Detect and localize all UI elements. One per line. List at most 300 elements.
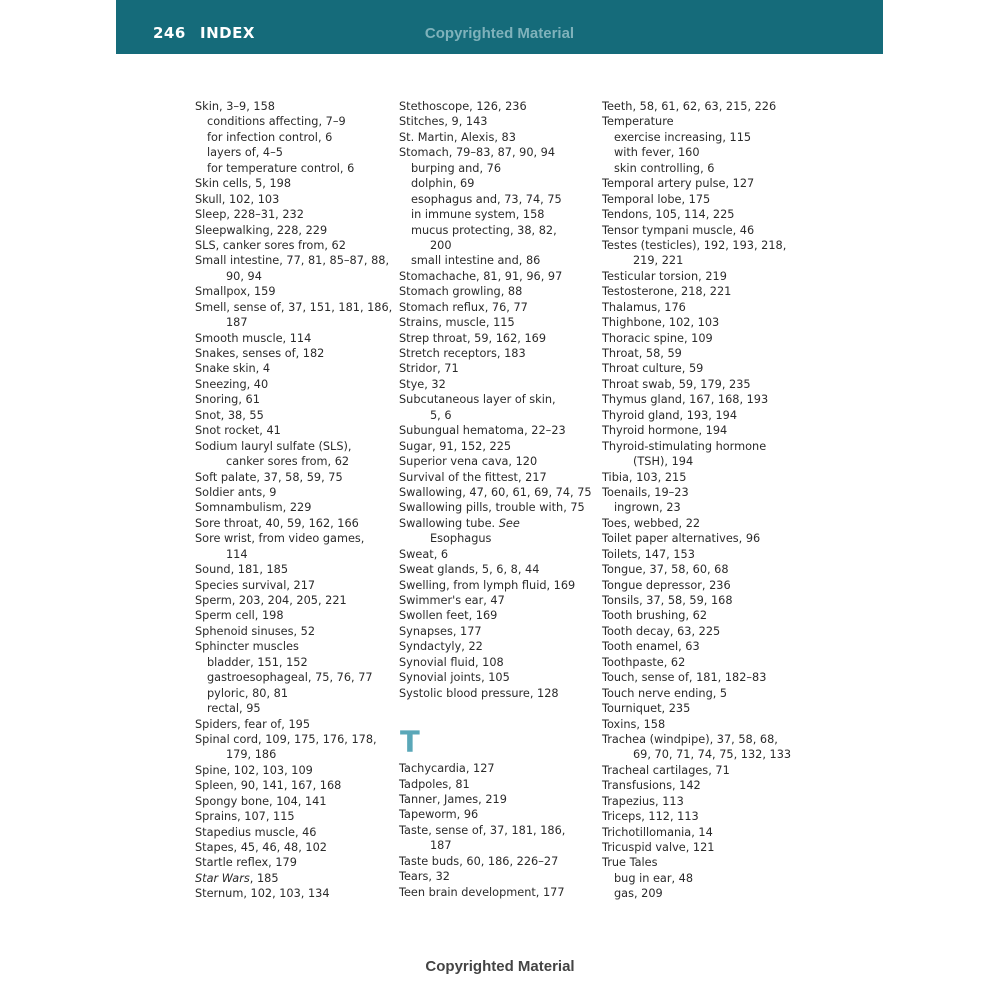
index-entry [195,223,380,238]
index-entry-continuation [602,454,802,469]
entry-text: Temporal lobe, 175 [602,192,711,206]
index-entry [602,392,802,407]
entry-text: Synovial fluid, 108 [399,655,504,669]
index-entry [195,346,380,361]
entry-text: esophagus and, 73, 74, 75 [411,192,562,206]
entry-text: Stomachache, 81, 91, 96, 97 [399,269,563,283]
entry-text: Tricuspid valve, 121 [602,841,715,854]
entry-text: Sleep, 228–31, 232 [195,208,304,222]
entry-text: Trichotillomania, 14 [602,825,713,839]
index-entry [195,485,380,500]
entry-text: bladder, 151, 152 [207,655,308,669]
entry-text: Throat swab, 59, 179, 235 [602,377,751,391]
index-entry [602,238,802,253]
index-entry [602,809,802,824]
index-entry [195,732,380,747]
entry-text: Smooth muscle, 114 [195,331,312,345]
entry-text: 187 [430,839,452,853]
index-subentry [399,253,589,268]
entry-text: Tanner, James, 219 [399,792,507,806]
index-entry [399,761,589,776]
index-entry [602,114,802,129]
entry-text: Sore throat, 40, 59, 162, 166 [195,516,359,530]
entry-text: Throat culture, 59 [602,362,704,376]
index-entry [195,871,380,886]
entry-text: Tongue, 37, 58, 60, 68 [602,563,729,577]
index-entry [195,624,380,639]
entry-text: 219, 221 [633,254,684,268]
entry-text: Species survival, 217 [195,578,316,592]
entry-text: Tonsils, 37, 58, 59, 168 [602,594,733,607]
index-entry [602,223,802,238]
entry-text: Tibia, 103, 215 [602,470,687,484]
entry-text: Smell, sense of, 37, 151, 181, 186, [195,300,393,314]
index-entry [399,346,589,361]
index-subentry [602,161,802,176]
index-entry [195,763,380,778]
index-entry [399,114,589,129]
entry-text-rest: , 185 [249,871,279,885]
entry-text: dolphin, 69 [411,177,475,191]
index-entry [602,284,802,299]
page-header [116,0,883,54]
entry-text: Sweat, 6 [399,547,449,561]
entry-text: Swollen feet, 169 [399,609,498,623]
entry-text: Transfusions, 142 [602,779,701,793]
index-entry [399,454,589,469]
index-entry [399,686,589,701]
entry-text: Stapedius muscle, 46 [195,825,317,839]
index-entry [602,531,802,546]
index-entry [399,655,589,670]
index-subentry [195,114,380,129]
index-entry [195,778,380,793]
entry-text: (TSH), 194 [633,455,694,469]
entry-text: Sneezing, 40 [195,377,269,391]
index-entry [195,855,380,870]
index-entry [602,701,802,716]
entry-text: Stomach, 79–83, 87, 90, 94 [399,146,556,160]
entry-text: Tapeworm, 96 [399,808,479,822]
index-entry-continuation [399,238,589,253]
index-entry [399,578,589,593]
entry-text: Thyroid-stimulating hormone [602,439,767,453]
entry-text: Smallpox, 159 [195,285,276,299]
copyright-watermark-bottom: Copyrighted Material [425,958,575,975]
index-entry [602,346,802,361]
entry-text: Stitches, 9, 143 [399,115,488,129]
entry-text: Sore wrist, from video games, [195,532,365,546]
section-letter-t: T [400,725,420,760]
entry-text: Sprains, 107, 115 [195,810,295,824]
index-subentry [195,161,380,176]
entry-text: Syndactyly, 22 [399,640,483,654]
index-entry [399,562,589,577]
index-subentry [195,145,380,160]
entry-text: Stomach reflux, 76, 77 [399,300,528,314]
index-entry [602,686,802,701]
index-entry [195,423,380,438]
index-entry [399,500,589,515]
index-entry [602,315,802,330]
index-entry-continuation [195,747,380,762]
index-entry [602,485,802,500]
entry-text: Swallowing tube. [399,516,499,530]
index-entry [399,777,589,792]
index-entry [602,423,802,438]
entry-text: Sweat glands, 5, 6, 8, 44 [399,563,540,577]
entry-text: Star Wars [195,871,250,885]
index-entry [602,562,802,577]
index-entry [399,315,589,330]
entry-text: St. Martin, Alexis, 83 [399,130,516,144]
index-entry [195,331,380,346]
index-subentry [602,145,802,160]
index-entry [602,547,802,562]
entry-text: Testosterone, 218, 221 [602,285,732,299]
entry-text: Touch nerve ending, 5 [602,686,728,700]
index-entry [195,794,380,809]
entry-text: Swelling, from lymph fluid, 169 [399,578,576,592]
index-entry [602,717,802,732]
index-subentry [602,871,802,886]
entry-text: gas, 209 [614,887,663,901]
entry-text: Sleepwalking, 228, 229 [195,223,328,237]
index-subentry [195,670,380,685]
index-entry [399,854,589,869]
entry-text: Swimmer's ear, 47 [399,594,505,607]
entry-text: Tachycardia, 127 [399,762,495,776]
index-entry [399,670,589,685]
index-entry [602,608,802,623]
entry-text: canker sores from, 62 [226,455,350,469]
index-entry [399,361,589,376]
index-entry [399,439,589,454]
entry-text: Small intestine, 77, 81, 85–87, 88, [195,254,390,268]
entry-text: 187 [226,316,248,330]
entry-text: Snot rocket, 41 [195,424,281,438]
index-entry [195,825,380,840]
index-column-2 [399,99,592,900]
entry-text: 90, 94 [226,269,262,283]
index-entry [195,408,380,423]
index-entry [602,192,802,207]
entry-text: gastroesophageal, 75, 76, 77 [207,671,373,685]
index-entry [602,377,802,392]
index-entry [195,300,393,315]
index-entry-continuation [195,269,380,284]
entry-text: Triceps, 112, 113 [602,810,699,824]
entry-text: rectal, 95 [207,702,261,716]
index-entry [602,408,802,423]
entry-text: Strep throat, 59, 162, 169 [399,331,547,345]
entry-text: in immune system, 158 [411,208,545,222]
entry-text: Sound, 181, 185 [195,563,289,577]
index-entry [195,192,380,207]
index-entry-continuation [399,838,589,853]
entry-text: Stretch receptors, 183 [399,347,526,360]
entry-text: Teen brain development, 177 [399,885,565,899]
entry-text: Spleen, 90, 141, 167, 168 [195,779,342,793]
entry-text: Soldier ants, 9 [195,485,277,499]
entry-text: Toxins, 158 [602,717,666,731]
index-entry [195,516,380,531]
index-entry [602,778,802,793]
index-subentry [195,701,380,716]
entry-text: Skull, 102, 103 [195,192,280,206]
entry-text: Thalamus, 176 [602,300,686,314]
index-entry [399,99,589,114]
entry-text: Sperm, 203, 204, 205, 221 [195,594,347,607]
entry-text: SLS, canker sores from, 62 [195,238,346,252]
entry-text: ingrown, 23 [614,501,681,515]
index-subentry [399,223,589,238]
index-entry [602,639,802,654]
index-entry-continuation [602,747,802,762]
index-entry [195,886,380,901]
entry-text: Temporal artery pulse, 127 [602,177,755,191]
entry-text: Thymus gland, 167, 168, 193 [602,393,769,407]
index-subentry [399,207,589,222]
entry-text: Sternum, 102, 103, 134 [195,887,330,901]
entry-text: Testicular torsion, 219 [602,269,727,283]
index-entry [195,253,390,268]
entry-text: Spiders, fear of, 195 [195,717,311,731]
entry-text: Toes, webbed, 22 [602,516,701,530]
entry-text: skin controlling, 6 [614,161,715,175]
index-subentry [602,130,802,145]
entry-text: Touch, sense of, 181, 182–83 [602,671,767,685]
index-column-1 [195,99,393,902]
index-entry [399,885,589,900]
index-entry [602,269,802,284]
index-entry [399,284,589,299]
entry-text: Esophagus [430,532,492,546]
entry-text: Snot, 38, 55 [195,408,264,422]
entry-text: Tooth enamel, 63 [602,640,700,654]
index-entry [602,794,802,809]
entry-text: Skin, 3–9, 158 [195,100,275,113]
index-entry [399,269,589,284]
index-entry [602,840,802,855]
entry-text: 179, 186 [226,748,277,762]
entry-text: Soft palate, 37, 58, 59, 75 [195,470,343,484]
index-entry [399,392,589,407]
entry-text: Temperature [602,115,674,129]
entry-text: Tears, 32 [399,870,450,884]
index-subentry [399,176,589,191]
index-entry [399,470,589,485]
entry-text: Stye, 32 [399,377,446,391]
index-entry-continuation [399,408,589,423]
index-entry [195,500,380,515]
entry-text: Stapes, 45, 46, 48, 102 [195,841,327,854]
entry-text: Tendons, 105, 114, 225 [602,208,735,222]
index-entry [602,655,802,670]
index-entry [195,809,380,824]
entry-text: Tourniquet, 235 [602,702,691,716]
index-entry-continuation [399,531,589,546]
index-entry [602,470,802,485]
index-entry [602,207,802,222]
entry-text: Tooth brushing, 62 [602,609,708,623]
index-entry [399,593,589,608]
entry-text: Sodium lauryl sulfate (SLS), [195,439,352,453]
index-entry [195,840,380,855]
entry-text: exercise increasing, 115 [614,130,752,144]
entry-text: Throat, 58, 59 [602,347,682,360]
index-entry [399,807,589,822]
index-entry [195,717,380,732]
index-entry [195,284,380,299]
entry-text: Sugar, 91, 152, 225 [399,439,512,453]
index-subentry [195,686,380,701]
index-entry [602,578,802,593]
entry-text: Snakes, senses of, 182 [195,347,325,360]
entry-text: Sperm cell, 198 [195,609,284,623]
index-entry [602,732,802,747]
entry-text: Spinal cord, 109, 175, 176, 178, [195,732,377,746]
index-subentry [195,130,380,145]
entry-text: Sphincter muscles [195,640,299,654]
index-entry [399,145,589,160]
entry-text: small intestine and, 86 [411,254,541,268]
entry-text: Synovial joints, 105 [399,671,510,685]
entry-text: Thoracic spine, 109 [602,331,713,345]
entry-text: Teeth, 58, 61, 62, 63, 215, 226 [602,100,777,113]
entry-text: Survival of the fittest, 217 [399,470,547,484]
index-entry [602,99,802,114]
index-subentry [602,886,802,901]
entry-text: conditions affecting, 7–9 [207,115,346,129]
section-title: INDEX [200,24,255,42]
index-entry [195,562,380,577]
index-subentry [399,192,589,207]
index-entry [399,377,589,392]
index-entry [195,392,380,407]
entry-text: Taste, sense of, 37, 181, 186, [399,823,566,837]
entry-text: Sphenoid sinuses, 52 [195,624,316,638]
index-entry [195,377,380,392]
entry-text: Toilets, 147, 153 [602,547,695,561]
index-subentry [399,161,589,176]
entry-text: Swallowing pills, trouble with, 75 [399,501,585,515]
index-entry [602,439,802,454]
entry-text: Trapezius, 113 [602,794,684,808]
index-entry [602,176,802,191]
index-entry [399,300,589,315]
index-entry [602,331,802,346]
entry-text: Skin cells, 5, 198 [195,177,292,191]
index-entry [195,99,380,114]
index-entry [195,639,380,654]
index-entry [602,516,802,531]
index-entry [602,624,802,639]
index-entry [195,361,380,376]
index-entry [195,470,380,485]
entry-text: Tensor tympani muscle, 46 [602,223,755,237]
index-entry [399,624,589,639]
entry-text: Systolic blood pressure, 128 [399,686,559,700]
entry-text: Toenails, 19–23 [602,485,689,499]
entry-text: True Tales [602,856,658,870]
index-entry [602,670,802,685]
entry-text: burping and, 76 [411,161,502,175]
index-subentry [602,500,802,515]
entry-text: Tooth decay, 63, 225 [602,624,721,638]
index-entry [602,300,802,315]
index-entry [195,531,380,546]
index-entry [602,593,802,608]
index-entry [399,331,589,346]
index-entry [399,423,589,438]
entry-text-rest: See [498,516,520,530]
index-entry [602,361,802,376]
entry-text: Tongue depressor, 236 [602,578,731,592]
entry-text: Synapses, 177 [399,624,482,638]
index-entry [399,608,589,623]
index-entry [195,439,380,454]
entry-text: Testes (testicles), 192, 193, 218, [602,238,787,252]
entry-text: Tracheal cartilages, 71 [602,763,730,777]
entry-text: 5, 6 [430,408,452,422]
entry-text: Spine, 102, 103, 109 [195,763,313,777]
entry-text: for temperature control, 6 [207,161,355,175]
entry-text: for infection control, 6 [207,130,333,144]
entry-text: 69, 70, 71, 74, 75, 132, 133 [633,748,792,762]
entry-text: Stridor, 71 [399,362,459,376]
entry-text: Tadpoles, 81 [399,777,470,791]
entry-text: Thighbone, 102, 103 [602,316,720,330]
entry-text: Superior vena cava, 120 [399,455,538,469]
index-entry [399,639,589,654]
entry-text: with fever, 160 [614,146,700,160]
index-entry [195,238,380,253]
index-entry [602,763,802,778]
index-subentry [195,655,380,670]
index-entry-continuation [195,454,380,469]
index-entry [399,130,589,145]
entry-text: Stethoscope, 126, 236 [399,100,527,113]
entry-text: Swallowing, 47, 60, 61, 69, 74, 75 [399,485,592,499]
entry-text: Stomach growling, 88 [399,285,523,299]
entry-text: Trachea (windpipe), 37, 58, 68, [602,732,778,746]
index-entry [195,593,380,608]
entry-text: Taste buds, 60, 186, 226–27 [399,854,559,868]
index-entry [399,516,589,531]
page-number: 246 [153,24,186,42]
index-group-s-continued [399,99,592,701]
entry-text: layers of, 4–5 [207,146,283,160]
index-entry [195,207,380,222]
index-entry [399,869,589,884]
entry-text: mucus protecting, 38, 82, [411,223,557,237]
index-entry [195,608,380,623]
entry-text: Somnambulism, 229 [195,501,312,515]
index-entry-continuation [195,547,380,562]
entry-text: Startle reflex, 179 [195,856,297,870]
entry-text: Snake skin, 4 [195,362,271,376]
entry-text: pyloric, 80, 81 [207,686,289,700]
index-entry [195,578,380,593]
entry-text: Subungual hematoma, 22–23 [399,424,566,438]
entry-text: Thyroid gland, 193, 194 [602,408,738,422]
index-entry [399,823,589,838]
index-entry [399,547,589,562]
index-entry [195,176,380,191]
index-entry-continuation [195,315,380,330]
entry-text: 200 [430,238,452,252]
